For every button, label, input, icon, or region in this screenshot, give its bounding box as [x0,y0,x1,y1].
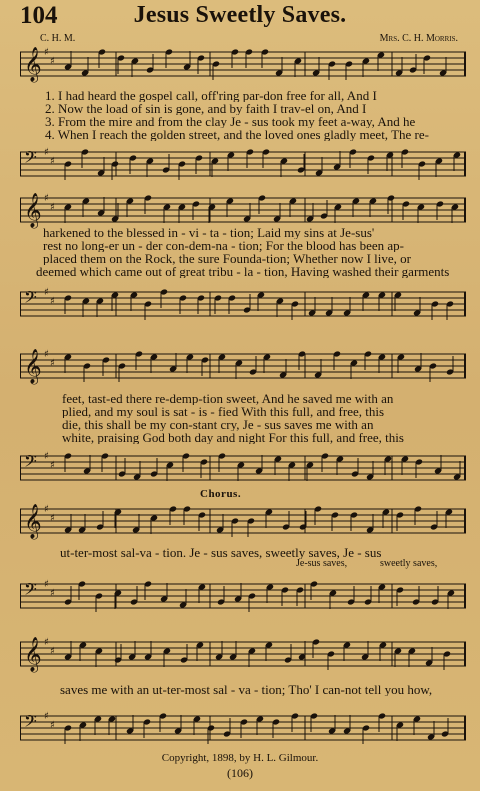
lyric-line: harkened to the blessed in - vi - ta - tion; Laid my sins at Je-sus' [43,226,375,239]
staff-lines [20,152,466,176]
lyric-line: 1. I had heard the gospel call, off'ring par-don free for all, And I [45,89,377,102]
staff-bass-3 [20,446,466,488]
staff-bass-2 [20,282,466,324]
staff-lines [20,584,466,608]
bass-clef-icon: 𝄢 [24,147,37,171]
sharp-icon: ♯ [50,202,55,213]
sharp-icon: ♯ [50,56,55,67]
sharp-icon: ♯ [50,588,55,599]
sharp-icon: ♯ [44,451,49,462]
sharp-icon: ♯ [44,504,49,515]
treble-clef-icon: 𝄞 [24,637,42,672]
staff-bass-4 [20,574,466,616]
sharp-icon: ♯ [50,156,55,167]
sharp-icon: ♯ [44,147,49,158]
lyric-line: placed them on the Rock, the sure Founda-tion; Whether now I live, or [43,252,411,265]
lyric-line: 4. When I reach the golden street, and the loved ones gladly meet, The re- [45,128,429,141]
lyricist-credit: C. H. M. [40,33,76,44]
lyric-line: die, this shall be my con-stant cry, Je - sus saves me with an [62,418,374,431]
staff-treble-1 [20,42,466,84]
treble-clef-icon: 𝄞 [24,349,42,384]
hymn-number: 104 [20,2,58,29]
sharp-icon: ♯ [44,637,49,648]
sharp-icon: ♯ [50,296,55,307]
chorus-block-2 [0,683,480,696]
lyric-line: white, praising God both day and night For this full, and free, this [62,431,404,444]
lyric-line: deemed which came out of great tribu - la - tion, Having washed their garments [36,265,450,278]
chorus-label: Chorus. [200,488,242,500]
staff-lines [20,509,466,533]
staff-lines [20,456,466,480]
sharp-icon: ♯ [50,460,55,471]
staff-bass-5 [20,706,466,748]
sharp-icon: ♯ [50,358,55,369]
sharp-icon: ♯ [44,711,49,722]
composer-credit: Mrs. C. H. Morris. [379,33,458,44]
page-number: (106) [227,766,253,780]
sharp-icon: ♯ [44,579,49,590]
verse-block-2 [0,226,480,278]
sharp-icon: ♯ [50,720,55,731]
staff-treble-3 [20,344,466,386]
bass-clef-icon: 𝄢 [24,451,37,475]
chorus-echo-2: sweetly saves, [380,558,438,569]
lyric-line: feet, tast-ed there re-demp-tion sweet, And he saved me with an [62,392,394,405]
treble-clef-icon: 𝄞 [24,47,42,82]
chorus-lyric-line: ut-ter-most sal-va - tion. Je - sus saves, sweetly saves, Je - sus [60,546,382,559]
sharp-icon: ♯ [50,513,55,524]
lyric-line: plied, and my soul is sat - is - fied With this full, and free, this [62,405,385,418]
lyric-line: 3. From the mire and from the clay Je - sus took my feet a-way, And he [45,115,416,128]
staff-treble-4 [20,499,466,541]
staff-treble-2 [20,188,466,230]
sharp-icon: ♯ [44,349,49,360]
bass-clef-icon: 𝄢 [24,287,37,311]
bass-clef-icon: 𝄢 [24,711,37,735]
treble-clef-icon: 𝄞 [24,504,42,539]
hymn-title: Jesus Sweetly Saves. [133,2,347,28]
sharp-icon: ♯ [44,193,49,204]
lyric-line: rest no long-er un - der con-dem-na - tion; For the blood has been ap- [43,239,405,252]
treble-clef-icon: 𝄞 [24,193,42,228]
chorus-lyric-line: saves me with an ut-ter-most sal - va - tion; Tho' I can-not tell you how, [60,683,433,696]
sharp-icon: ♯ [44,47,49,58]
staff-bass-1 [20,142,466,184]
sharp-icon: ♯ [44,287,49,298]
sharp-icon: ♯ [50,646,55,657]
verse-block-3 [0,392,480,444]
chorus-echo-1: Je-sus saves, [296,558,348,569]
staff-lines [20,642,466,666]
verse-block-1 [0,89,480,141]
staff-lines [20,716,466,740]
lyric-line: 2. Now the load of sin is gone, and by faith I trav-el on, And I [45,102,367,115]
bass-clef-icon: 𝄢 [24,579,37,603]
staff-treble-5 [20,632,466,674]
copyright-notice: Copyright, 1898, by H. L. Gilmour. [161,752,319,764]
